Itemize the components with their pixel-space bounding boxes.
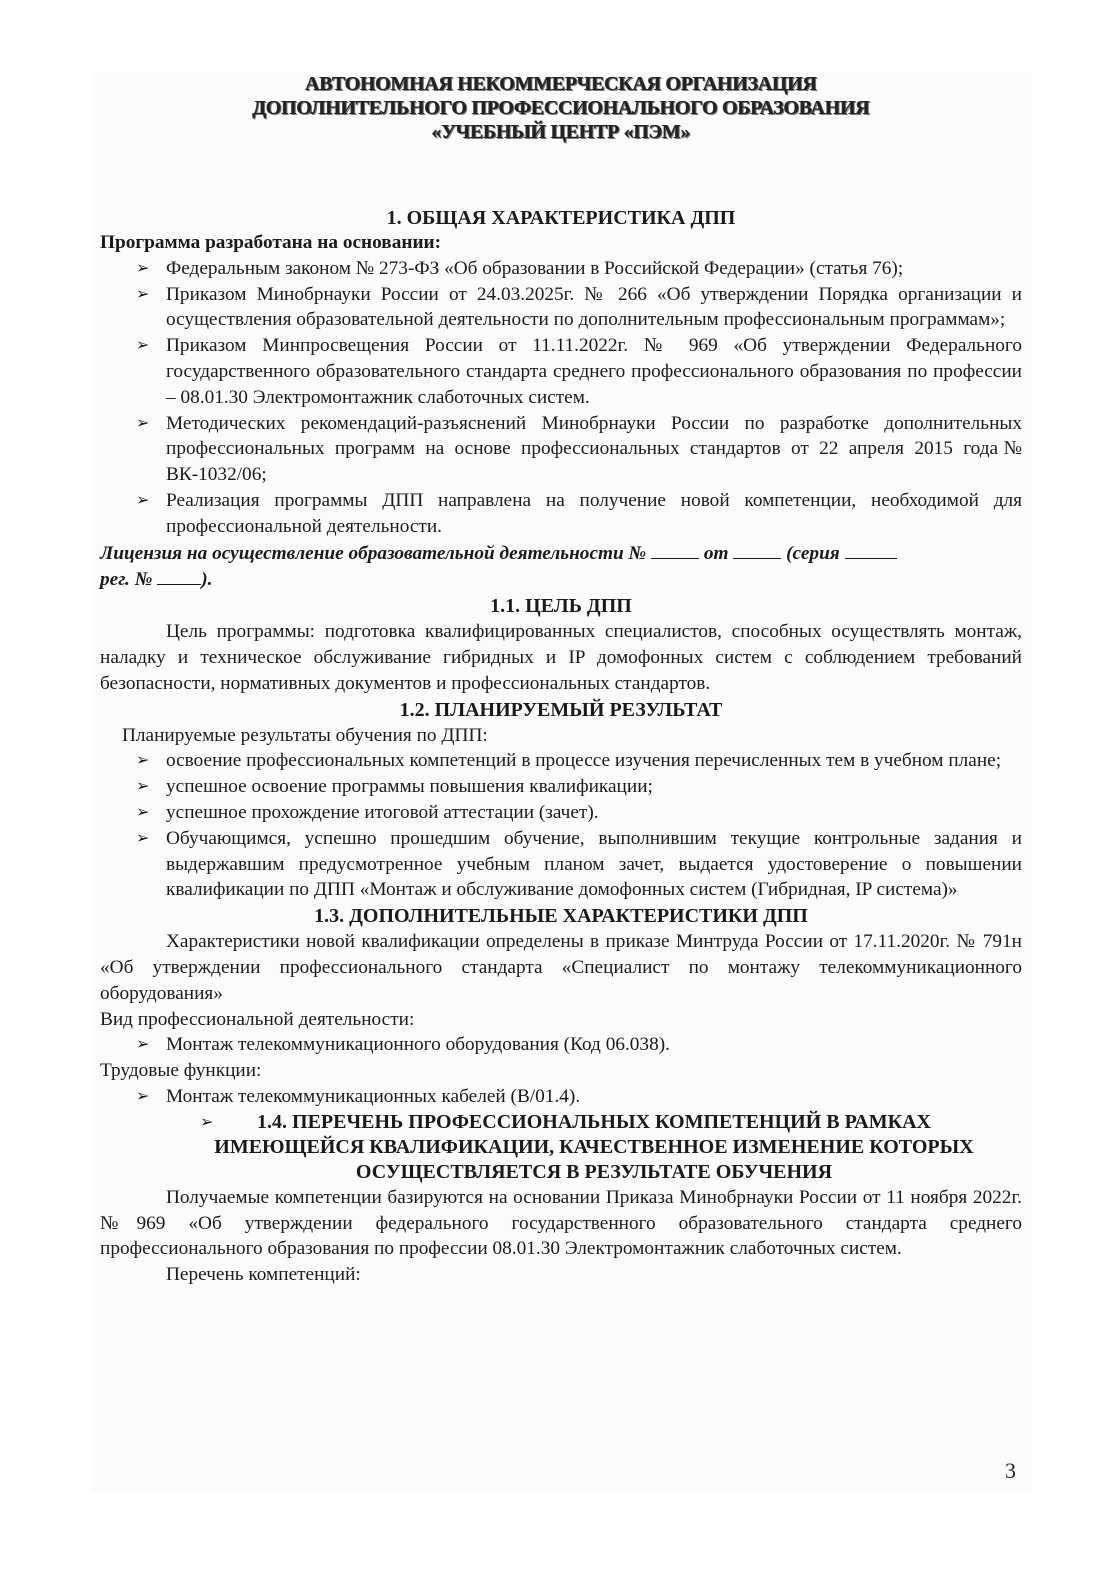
section-1-4-title [100,1110,1022,1185]
arrow-bullet-icon: ➢ [136,491,150,509]
result-item-text: Обучающимся, успешно прошедшим обучение, выполнившим текущие контрольные задания и выдержавшим предусмотренное учебным планом зачет, выдается удостоверение о повышении квалификации по ДПП «Монтаж и обслуживание домофонных систем (Гибридная, IP система)» [166,827,1022,901]
section-1-4-title-line-3: ОСУЩЕСТВЛЯЕТСЯ В РЕЗУЛЬТАТЕ ОБУЧЕНИЯ [355,1160,833,1183]
license-text-3: (серия [786,542,840,564]
competencies-label: Перечень компетенций: [166,1264,361,1286]
arrow-bullet-icon: ➢ [136,752,150,770]
basis-label: Программа разработана на основании: [100,232,442,253]
license-text-4: рег. № [100,569,153,591]
org-header-line-3: «УЧЕБНЫЙ ЦЕНТР «ПЭМ» [431,121,691,143]
activity-label: Вид профессиональной деятельности: [100,1008,415,1030]
org-header-line-2: ДОПОЛНИТЕЛЬНОГО ПРОФЕССИОНАЛЬНОГО ОБРАЗОВАНИЯ [252,97,870,119]
result-item [100,748,1022,774]
activity-list [100,1032,1022,1058]
section-1-4-title-line-2: ИМЕЮЩЕЙСЯ КВАЛИФИКАЦИИ, КАЧЕСТВЕННОЕ ИЗМЕНЕНИЕ КОТОРЫХ [214,1135,974,1158]
page-content [100,72,1022,1288]
results-list [100,748,1022,903]
license-text-1: Лицензия на осуществление образовательной деятельности № [100,542,647,564]
arrow-bullet-icon: ➢ [136,829,150,847]
section-1-1-text: Цель программы: подготовка квалифицированных специалистов, способных осуществлять монтаж, наладку и техническое обслуживание гибридных и IP домофонных систем с соблюдением требований безопасности, нормативных документов и профессиональных стандартов. [100,621,1022,694]
result-item-text: успешное освоение программы повышения квалификации; [166,776,653,798]
activity-item-text: Монтаж телекоммуникационного оборудования (Код 06.038). [166,1034,670,1056]
activity-item [100,1032,1022,1058]
basis-item-text: Приказом Минобрнауки России от 24.03.2025г. № 266 «Об утверждении Порядка организации и осуществления образовательной деятельности по дополнительным профессиональным программам»; [166,283,1022,331]
page-number: 3 [1005,1458,1016,1483]
organization-header [100,72,1022,144]
arrow-bullet-icon: ➢ [136,414,150,432]
arrow-bullet-icon: ➢ [200,1113,214,1131]
basis-item-text: Методических рекомендаций-разъяснений Минобрнауки России по разработке дополнительных профессиональных программ на основе профессиональных стандартов от 22 апреля 2015 года№ ВК-1032/06; [166,412,1022,486]
section-1-title: 1. ОБЩАЯ ХАРАКТЕРИСТИКА ДПП [386,207,736,229]
license-number-blank [651,540,699,559]
basis-item [100,256,1022,282]
results-intro: Планируемые результаты обучения по ДПП: [122,724,488,746]
result-item [100,826,1022,903]
arrow-bullet-icon: ➢ [136,259,150,277]
basis-item [100,488,1022,540]
arrow-bullet-icon: ➢ [136,778,150,796]
section-1-4-title-line-1: 1.4. ПЕРЕЧЕНЬ ПРОФЕССИОНАЛЬНЫХ КОМПЕТЕНЦИЙ В РАМКАХ [257,1110,931,1133]
arrow-bullet-icon: ➢ [136,803,150,821]
section-1-3-title: 1.3. ДОПОЛНИТЕЛЬНЫЕ ХАРАКТЕРИСТИКИ ДПП [314,905,808,928]
license-date-blank [733,540,781,559]
arrow-bullet-icon: ➢ [136,285,150,303]
basis-item [100,411,1022,488]
section-1-1-title: 1.1. ЦЕЛЬ ДПП [490,595,632,618]
basis-item-text: Реализация программы ДПП направлена на получение новой компетенции, необходимой для профессиональной деятельности. [166,489,1022,537]
arrow-bullet-icon: ➢ [136,337,150,355]
result-item-text: успешное прохождение итоговой аттестации (зачет). [166,801,599,823]
basis-list [100,256,1022,540]
section-1-4-text: Получаемые компетенции базируются на основании Приказа Минобрнауки России от 11 ноября 2022г. №969 «Об утверждении федерального государственного образовательного стандарта среднего профессионального образования по профессии 08.01.30 Электромонтажник слаботочных систем. [100,1186,1022,1260]
result-item [100,800,1022,826]
function-item [100,1084,1022,1110]
license-text-5: ). [201,569,213,591]
arrow-bullet-icon: ➢ [136,1087,150,1105]
functions-label: Трудовые функции: [100,1060,262,1082]
license-line [100,540,1022,594]
section-1-2-title: 1.2. ПЛАНИРУЕМЫЙ РЕЗУЛЬТАТ [399,698,723,721]
result-item [100,774,1022,800]
org-header-line-1: АВТОНОМНАЯ НЕКОММЕРЧЕСКАЯ ОРГАНИЗАЦИЯ [305,73,817,95]
license-series-blank [845,540,897,559]
arrow-bullet-icon: ➢ [136,1036,150,1054]
result-item-text: освоение профессиональных компетенций в процессе изучения перечисленных тем в учебном плане; [166,750,1002,772]
function-item-text: Монтаж телекоммуникационных кабелей (B/01.4). [166,1085,581,1107]
license-reg-blank [157,566,201,585]
basis-item [100,333,1022,410]
license-text-2: от [703,542,729,564]
basis-item-text: Федеральным законом № 273-ФЗ «Об образовании в Российской Федерации» (статья 76); [166,257,904,279]
basis-item [100,282,1022,334]
section-1-3-text: Характеристики новой квалификации определены в приказе Минтруда России от 17.11.2020г. № 791н «Об утверждении профессионального стандарта «Специалист по монтажу телекоммуникационного оборудования» [100,931,1022,1004]
basis-item-text: Приказом Минпросвещения России от 11.11.2022г. № 969 «Об утверждении Федерального государственного образовательного стандарта среднего профессионального образования по профессии – 08.01.30 Электромонтажник слаботочных систем. [166,335,1022,408]
functions-list [100,1084,1022,1110]
